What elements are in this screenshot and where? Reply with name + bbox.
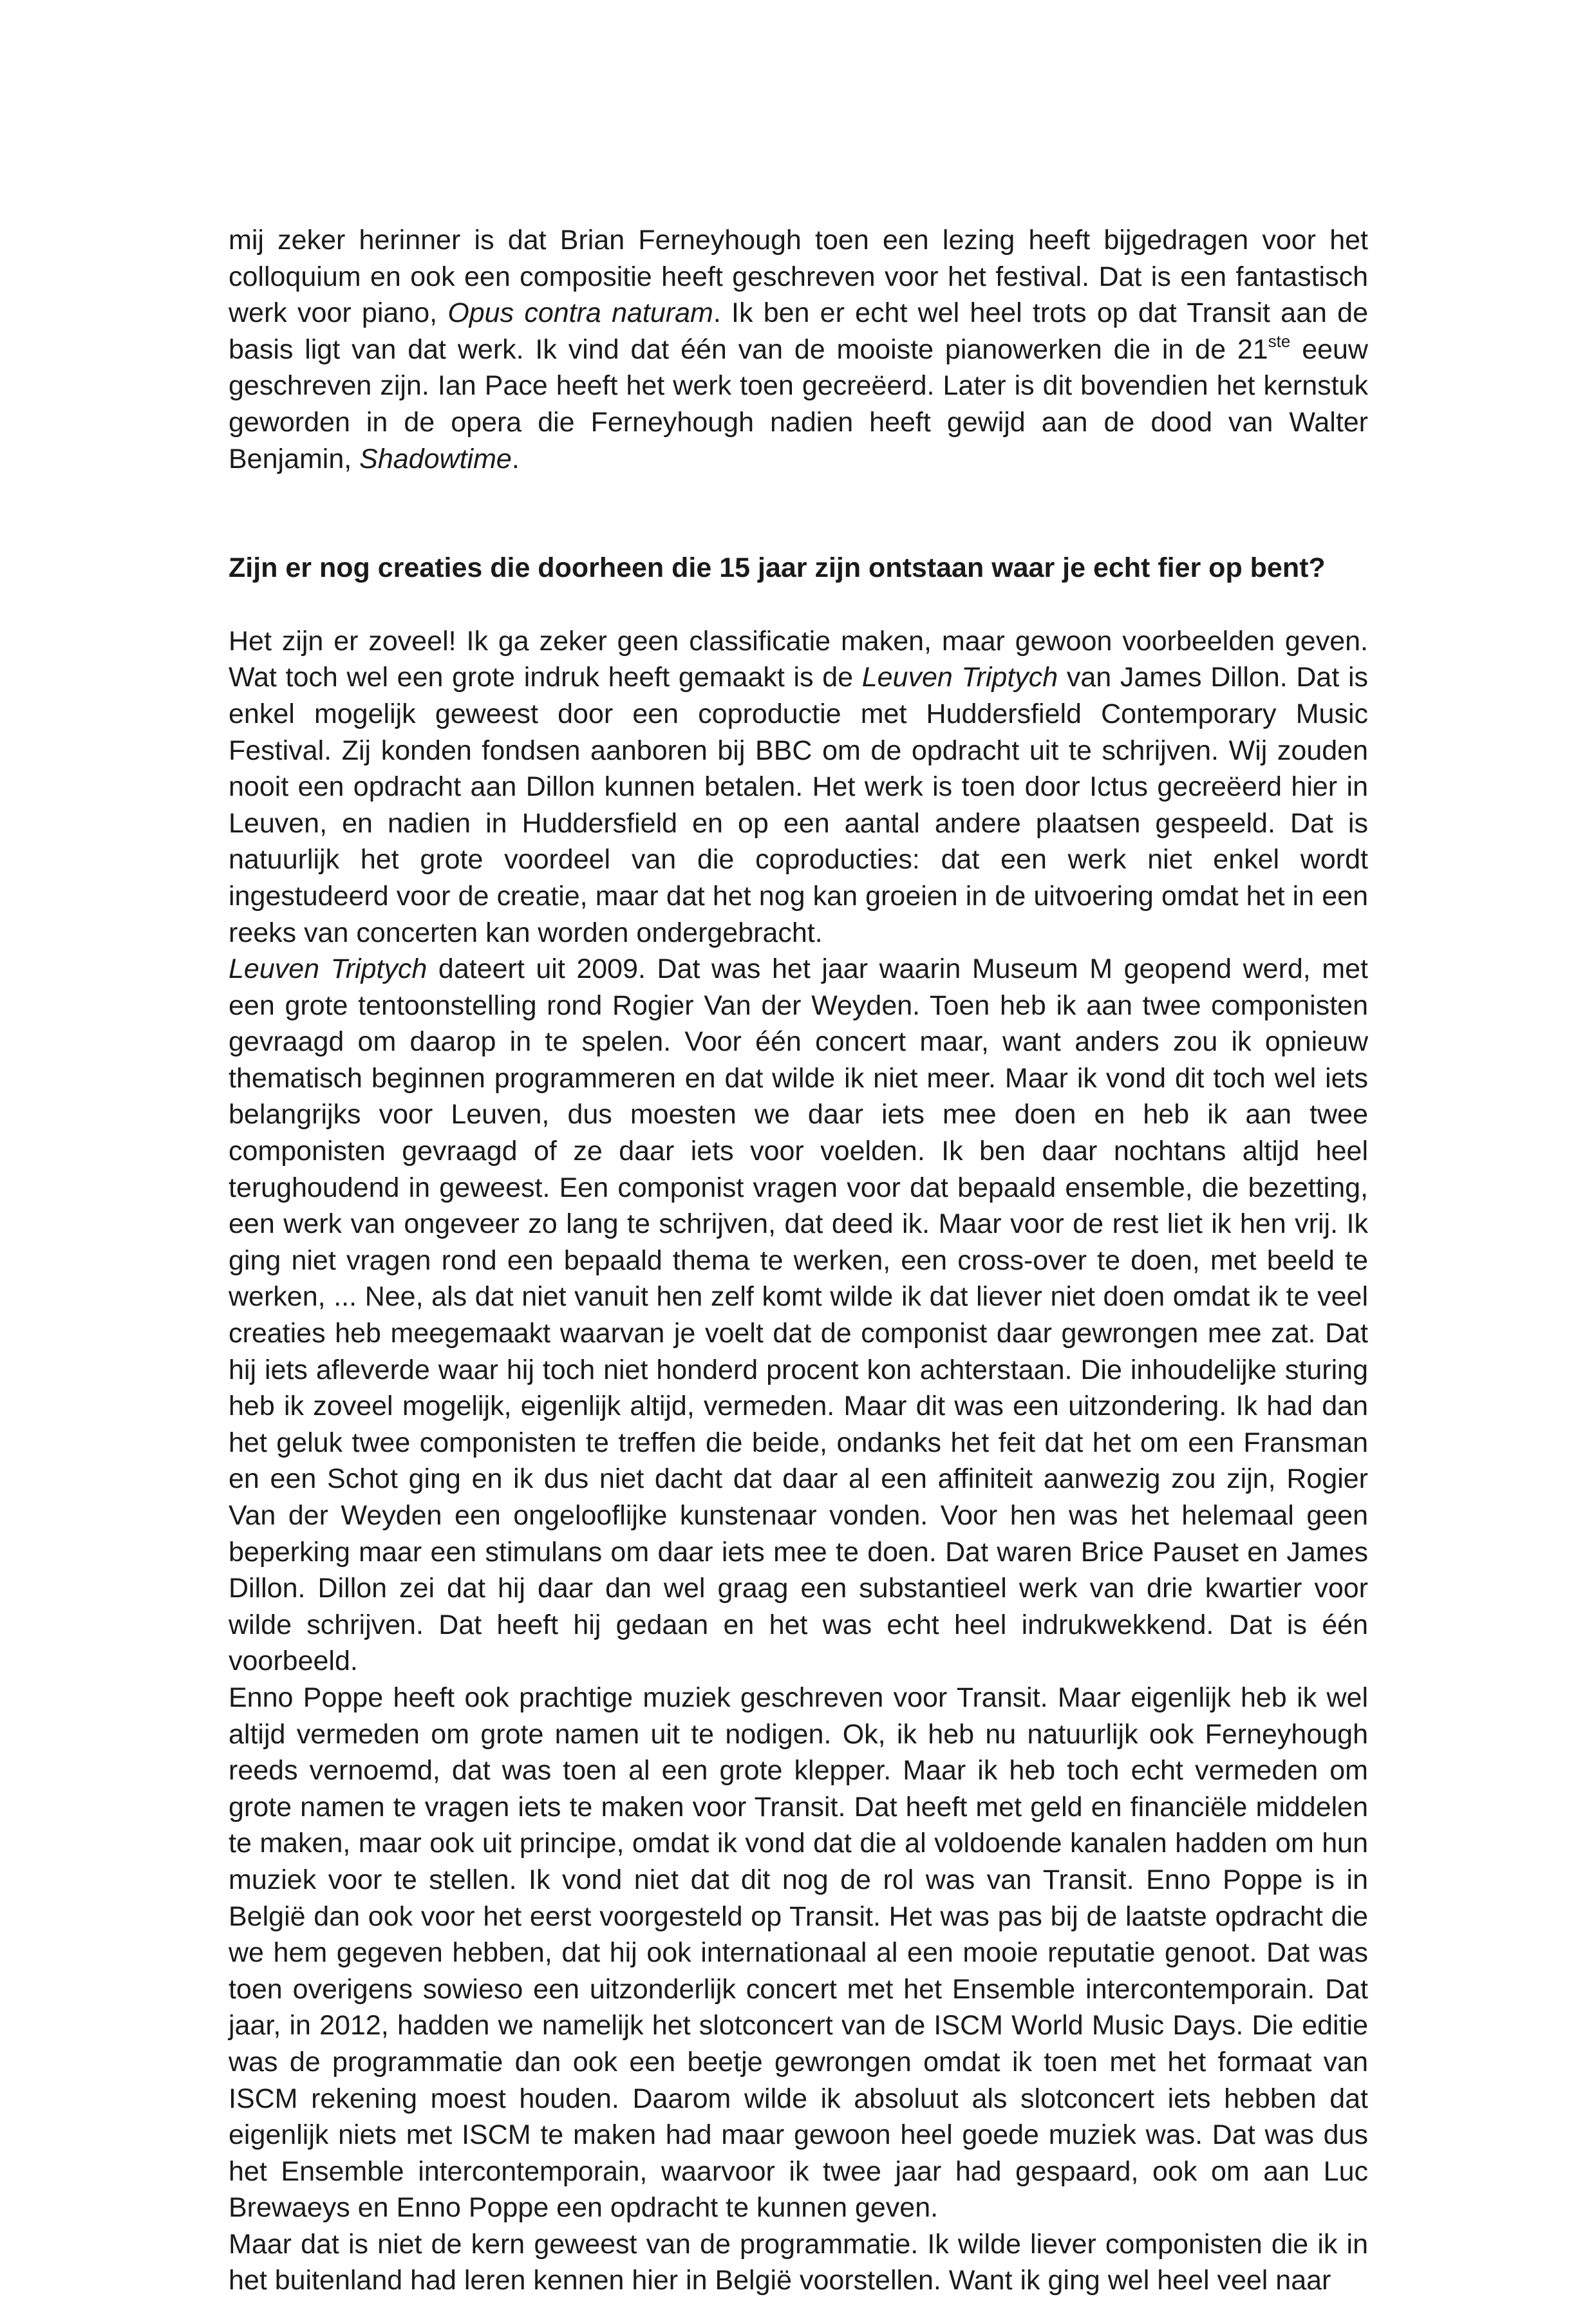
text-run: Het zijn er zoveel! Ik ga zeker geen classificatie maken, maar gewoon voorbeelden geven. Wat toch wel een grote indruk heeft gemaakt is de <box>229 625 1368 693</box>
document-page <box>229 222 1368 2299</box>
text-run: eeuw geschreven zijn. Ian Pace heeft het werk toen gecreëerd. Later is dit bovendien het kernstuk geworden in de opera die Ferneyhough nadien heeft gewijd aan de dood van Walter Benjamin, <box>229 333 1368 474</box>
work-title-opus-contra-naturam: Opus contra naturam <box>447 297 713 329</box>
paragraph-enno-poppe: Enno Poppe heeft ook prachtige muziek geschreven voor Transit. Maar eigenlijk heb ik wel altijd vermeden om grote namen uit te nodigen. Ok, ik heb nu natuurlijk ook Ferneyhough reeds vernoemd, dat was toen al een grote klepper. Maar ik heb toch echt vermeden om grote namen te vragen iets te maken voor Transit. Dat heeft met geld en financiële middelen te maken, maar ook uit principe, omdat ik vond dat die al voldoende kanalen hadden om hun muziek voor te stellen. Ik vond niet dat dit nog de rol was van Transit. Enno Poppe is in België dan ook voor het eerst voorgesteld op Transit. Het was pas bij de laatste opdracht die we hem gegeven hebben, dat hij ook internationaal al een mooie reputatie genoot. Dat was toen overigens sowieso een uitzonderlijk concert met het Ensemble intercontemporain. Dat jaar, in 2012, hadden we namelijk het slotconcert van de ISCM World Music Days. Die editie was de programmatie dan ook een beetje gewrongen omdat ik toen met het formaat van ISCM rekening moest houden. Daarom wilde ik absoluut als slotconcert iets hebben dat eigenlijk niets met ISCM te maken had maar gewoon heel goede muziek was. Dat was dus het Ensemble intercontemporain, waarvoor ik twee jaar had gespaard, ook om aan Luc Brewaeys en Enno Poppe een opdracht te kunnen geven. <box>229 1682 1368 2224</box>
text-run: . <box>511 443 520 474</box>
work-title-shadowtime: Shadowtime <box>359 443 512 474</box>
text-run: . Ik ben er echt wel heel trots op dat Transit aan de basis ligt van dat werk. Ik vind dat één van de mooiste pianowerken die in de 21 <box>229 297 1368 365</box>
interview-question: Zijn er nog creaties die doorheen die 15 jaar zijn ontstaan waar je echt fier op bent? <box>229 552 1326 584</box>
text-run: mij zeker herinner is dat Brian Ferneyhough toen een lezing heeft bijgedragen voor het colloquium en ook een compositie heeft geschreven voor het festival. Dat is een fantastisch werk voor piano, <box>229 225 1368 329</box>
paragraph-programmatie: Maar dat is niet de kern geweest van de programmatie. Ik wilde liever componisten die ik in het buitenland had leren kennen hier in België voorstellen. Want ik ging wel heel veel naar <box>229 2228 1368 2296</box>
paragraph-ferneyhough <box>229 222 1368 477</box>
paragraph-museum-m <box>229 951 1368 1680</box>
text-run: dateert uit 2009. Dat was het jaar waarin Museum M geopend werd, met een grote tentoonstelling rond Rogier Van der Weyden. Toen heb ik aan twee componisten gevraagd om daarop in te spelen. Voor één concert maar, want anders zou ik opnieuw thematisch beginnen programmeren en dat wilde ik niet meer. Maar ik vond dit toch wel iets belangrijks voor Leuven, dus moesten we daar iets mee doen en heb ik aan twee componisten gevraagd of ze daar iets voor voelden. Ik ben daar nochtans altijd heel terughoudend in geweest. Een componist vragen voor dat bepaald ensemble, die bezetting, een werk van ongeveer zo lang te schrijven, dat deed ik. Maar voor de rest liet ik hen vrij. Ik ging niet vragen rond een bepaald thema te werken, een cross-over te doen, met beeld te werken, ... Nee, als dat niet vanuit hen zelf komt wilde ik dat liever niet doen omdat ik te veel creaties heb meegemaakt waarvan je voelt dat de componist daar gewrongen mee zat. Dat hij iets afleverde waar hij toch niet honderd procent kon achterstaan. Die inhoudelijke sturing heb ik zoveel mogelijk, eigenlijk altijd, vermeden. Maar dit was een uitzondering. Ik had dan het geluk twee componisten te treffen die beide, ondanks het feit dat het om een Fransman en een Schot ging en ik dus niet dacht dat daar al een affiniteit aanwezig zou zijn, Rogier Van der Weyden een ongelooflijke kunstenaar vonden. Voor hen was het helemaal geen beperking maar een stimulans om daar iets mee te doen. Dat waren Brice Pauset en James Dillon. Dillon zei dat hij daar dan wel graag een substantieel werk van drie kwartier voor wilde schrijven. Dat heeft hij gedaan en het was echt heel indrukwekkend. Dat is één voorbeeld. <box>229 953 1368 1677</box>
superscript-ste: ste <box>1268 332 1291 352</box>
paragraph-leuven-triptych <box>229 623 1368 951</box>
text-run: van James Dillon. Dat is enkel mogelijk geweest door een coproductie met Huddersfield Contemporary Music Festival. Zij konden fondsen aanboren bij BBC om de opdracht uit te schrijven. Wij zouden nooit een opdracht aan Dillon kunnen betalen. Het werk is toen door Ictus gecreëerd hier in Leuven, en nadien in Huddersfield en op een aantal andere plaatsen gespeeld. Dat is natuurlijk het grote voordeel van die coproducties: dat een werk niet enkel wordt ingestudeerd voor de creatie, maar dat het nog kan groeien in de uitvoering omdat het in een reeks van concerten kan worden ondergebracht. <box>229 662 1369 948</box>
work-title-leuven-triptych: Leuven Triptych <box>229 953 427 985</box>
work-title-leuven-triptych: Leuven Triptych <box>861 662 1058 693</box>
